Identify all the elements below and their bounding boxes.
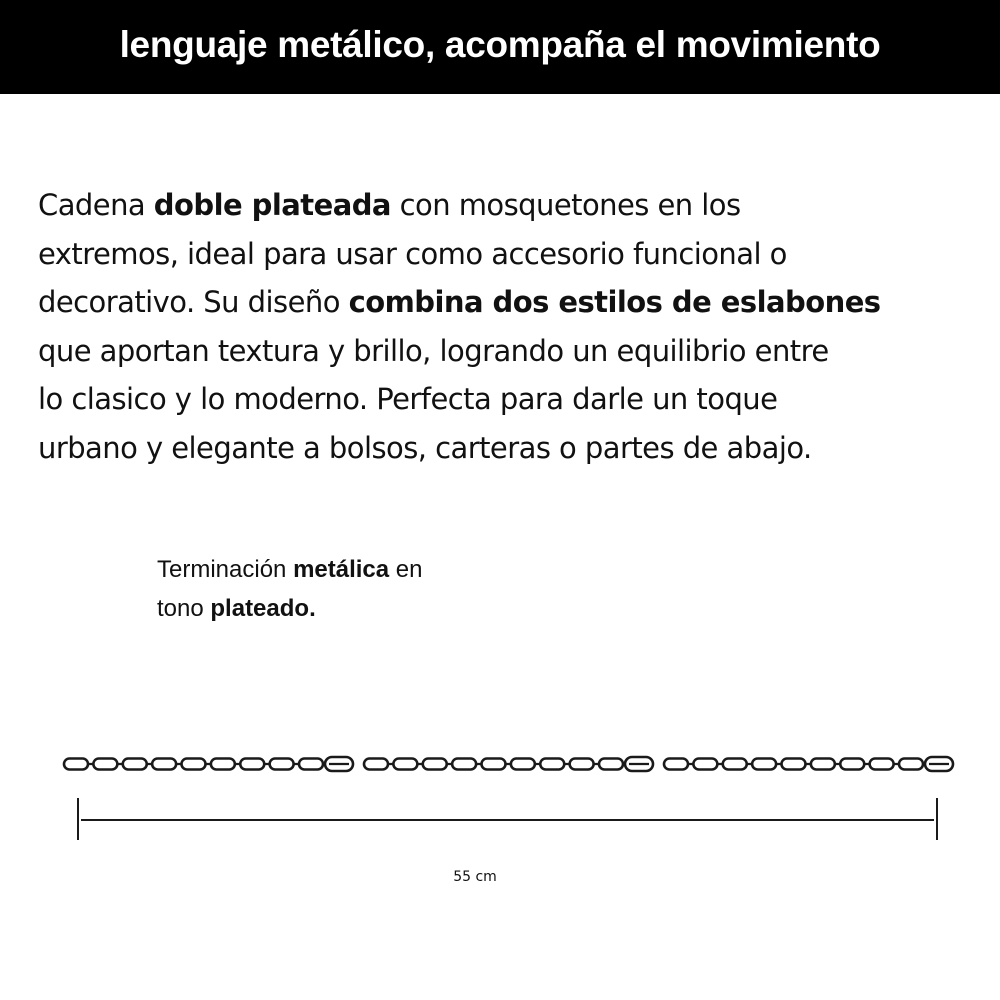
description-text: lo clasico y lo moderno. Perfecta para darle un toque [38, 382, 778, 416]
chain-link [364, 759, 388, 770]
description-text: decorativo. Su diseño [38, 285, 349, 319]
chain-diagram [0, 740, 1000, 860]
chain-link [870, 759, 894, 770]
measurement-label: 55 cm [453, 869, 497, 885]
chain-link [299, 759, 323, 770]
header-title: lenguaje metálico, acompaña el movimiento [119, 24, 881, 65]
chain-link [570, 759, 594, 770]
chain-link [811, 759, 835, 770]
description-line [38, 327, 978, 376]
chain-link [270, 759, 294, 770]
description-line [38, 181, 978, 230]
description-text: urbano y elegante a bolsos, carteras o partes de abajo. [38, 430, 812, 465]
finish-note-line [157, 589, 537, 628]
chain-link [693, 759, 717, 770]
chain-link [240, 759, 264, 770]
finish-note [157, 550, 537, 628]
chain-link [723, 759, 747, 770]
chain-link [840, 759, 864, 770]
chain-link [752, 759, 776, 770]
description-text: extremos, ideal para usar como accesorio funcional o [38, 236, 787, 271]
chain-link [123, 759, 147, 770]
chain-link [540, 759, 564, 770]
finish-note-bold-text: metálica [293, 556, 390, 583]
description-bold-text: combina dos estilos de eslabones [348, 285, 881, 319]
chain-link [664, 759, 688, 770]
chain-link [782, 759, 806, 770]
chain-link [64, 759, 88, 770]
description-text: que aportan textura y brillo, logrando un equilibrio entre [38, 333, 829, 368]
description-text: Cadena [38, 188, 154, 222]
description-line [38, 230, 978, 279]
chain-link [899, 759, 923, 770]
description-line [38, 278, 978, 327]
chain-link [211, 759, 235, 770]
description-line [38, 375, 978, 424]
chain-link [452, 759, 476, 770]
description-text: con mosquetones en los [390, 188, 741, 222]
chain-link [182, 759, 206, 770]
header-banner [0, 0, 1000, 94]
finish-note-bold-text: plateado. [210, 595, 316, 622]
description-bold-text: doble plateada [153, 188, 391, 222]
chain-link [393, 759, 417, 770]
chain-link [599, 759, 623, 770]
description-line [38, 424, 978, 473]
chain-link [93, 759, 117, 770]
finish-note-text: Terminación [157, 556, 294, 583]
chain-link [511, 759, 535, 770]
product-description [38, 181, 978, 472]
chain-link [152, 759, 176, 770]
chain-link [423, 759, 447, 770]
finish-note-line [157, 550, 537, 589]
finish-note-text: tono [157, 595, 211, 622]
chain-link [482, 759, 506, 770]
finish-note-text: en [389, 556, 423, 583]
